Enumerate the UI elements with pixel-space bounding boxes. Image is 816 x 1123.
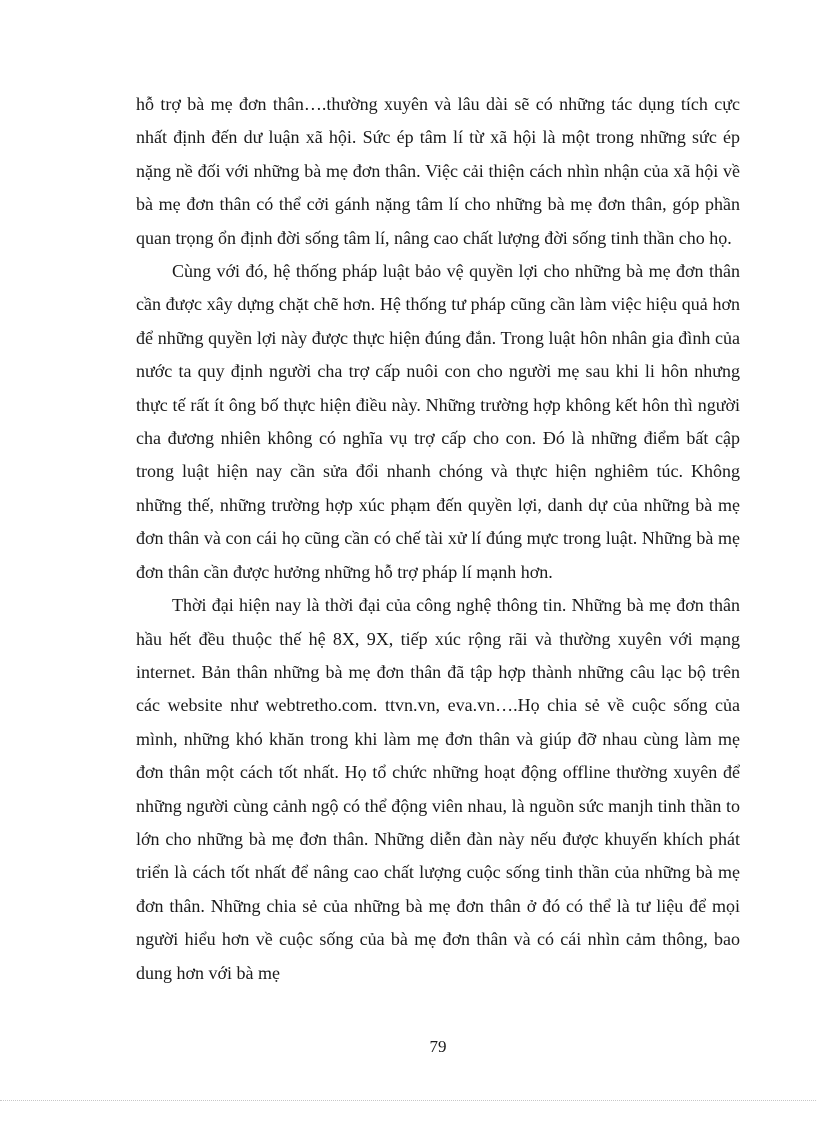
- body-text: [136, 88, 740, 990]
- paragraph-information-age: Thời đại hiện nay là thời đại của công nghệ thông tin. Những bà mẹ đơn thân hầu hết đều thuộc thế hệ 8X, 9X, tiếp xúc rộng rãi và thường xuyên với mạng internet. Bản thân những bà mẹ đơn thân đã tập hợp thành những câu lạc bộ trên các website như webtretho.com. ttvn.vn, eva.vn….Họ chia sẻ về cuộc sống của mình, những khó khăn trong khi làm mẹ đơn thân và giúp đỡ nhau cùng làm mẹ đơn thân một cách tốt nhất. Họ tổ chức những hoạt động offline thường xuyên để những người cùng cảnh ngộ có thể động viên nhau, là nguồn sức manjh tinh thần to lớn cho những bà mẹ đơn thân. Những diễn đàn này nếu được khuyến khích phát triển là cách tốt nhất để nâng cao chất lượng cuộc sống tinh thần của những bà mẹ đơn thân. Những chia sẻ của những bà mẹ đơn thân ở đó có thể là tư liệu để mọi người hiểu hơn về cuộc sống của bà mẹ đơn thân và có cái nhìn cảm thông, bao dung hơn với bà mẹ: [136, 595, 740, 983]
- page-number: 79: [429, 1037, 447, 1056]
- paragraph-continuation: hỗ trợ bà mẹ đơn thân….thường xuyên và lâu dài sẽ có những tác dụng tích cực nhất định đến dư luận xã hội. Sức ép tâm lí từ xã hội là một trong những sức ép nặng nề đối với những bà mẹ đơn thân. Việc cải thiện cách nhìn nhận của xã hội về bà mẹ đơn thân có thể cởi gánh nặng tâm lí cho những bà mẹ đơn thân, góp phần quan trọng ổn định đời sống tâm lí, nâng cao chất lượng đời sống tinh thần cho họ.: [136, 94, 740, 248]
- page-bottom-divider: [0, 1100, 816, 1101]
- paragraph-legal-system: Cùng với đó, hệ thống pháp luật bảo vệ quyền lợi cho những bà mẹ đơn thân cần được xây dựng chặt chẽ hơn. Hệ thống tư pháp cũng cần làm việc hiệu quả hơn để những quyền lợi này được thực hiện đúng đắn. Trong luật hôn nhân gia đình của nước ta quy định người cha trợ cấp nuôi con cho người mẹ sau khi li hôn nhưng thực tế rất ít ông bố thực hiện điều này. Những trường hợp không kết hôn thì người cha đương nhiên không có nghĩa vụ trợ cấp cho con. Đó là những điểm bất cập trong luật hiện nay cần sửa đổi nhanh chóng và thực hiện nghiêm túc. Không những thế, những trường hợp xúc phạm đến quyền lợi, danh dự của những bà mẹ đơn thân và con cái họ cũng cần có chế tài xử lí đúng mực trong luật. Những bà mẹ đơn thân cần được hưởng những hỗ trợ pháp lí mạnh hơn.: [136, 261, 740, 582]
